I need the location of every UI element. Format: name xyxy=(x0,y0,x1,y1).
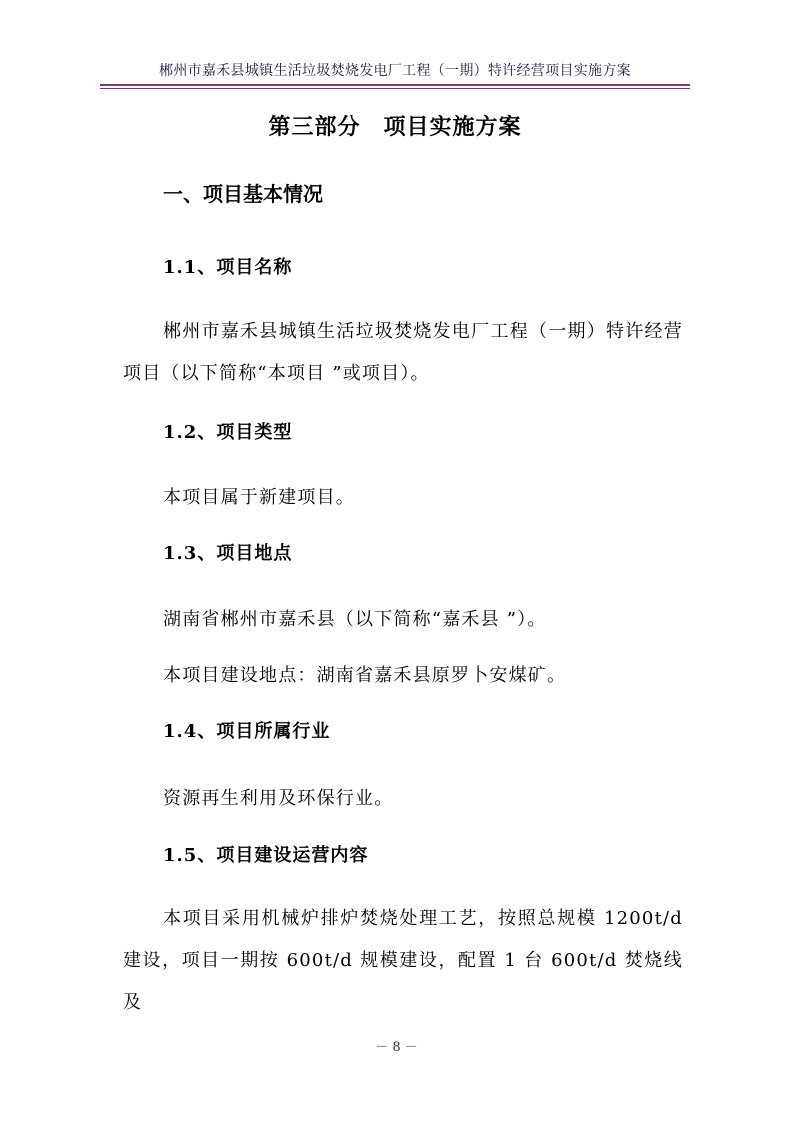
heading-project-type: 1.2、项目类型 xyxy=(163,422,293,443)
heading-project-industry: 1.4、项目所属行业 xyxy=(163,721,331,742)
paragraph-project-location-site: 本项目建设地点：湖南省嘉禾县原罗卜安煤矿。 xyxy=(163,665,567,686)
paragraph-project-content: 本项目采用机械炉排炉焚烧处理工艺，按照总规模 1200t/d 建设，项目一期按 600t/d 规模建设，配置 1 台 600t/d 焚烧线及 xyxy=(123,908,683,1013)
heading-project-location: 1.3、项目地点 xyxy=(163,543,293,564)
header-divider-thin xyxy=(100,88,690,89)
running-header: 郴州市嘉禾县城镇生活垃圾焚烧发电厂工程（一期）特许经营项目实施方案 xyxy=(159,63,631,79)
part-title: 第三部分 项目实施方案 xyxy=(268,114,522,140)
section-heading-basic-info: 一、项目基本情况 xyxy=(163,182,323,206)
page-number: － 8 － xyxy=(375,1040,418,1055)
paragraph-project-type: 本项目属于新建项目。 xyxy=(163,487,355,508)
paragraph-project-location-region: 湖南省郴州市嘉禾县（以下简称“嘉禾县 ”）。 xyxy=(163,609,547,630)
paragraph-project-industry: 资源再生利用及环保行业。 xyxy=(163,788,394,809)
heading-project-name: 1.1、项目名称 xyxy=(163,257,293,278)
heading-project-content: 1.5、项目建设运营内容 xyxy=(163,845,369,866)
header-divider xyxy=(100,84,690,86)
paragraph-project-name: 郴州市嘉禾县城镇生活垃圾焚烧发电厂工程（一期）特许经营项目（以下简称“本项目 ”或项目）。 xyxy=(123,321,683,384)
